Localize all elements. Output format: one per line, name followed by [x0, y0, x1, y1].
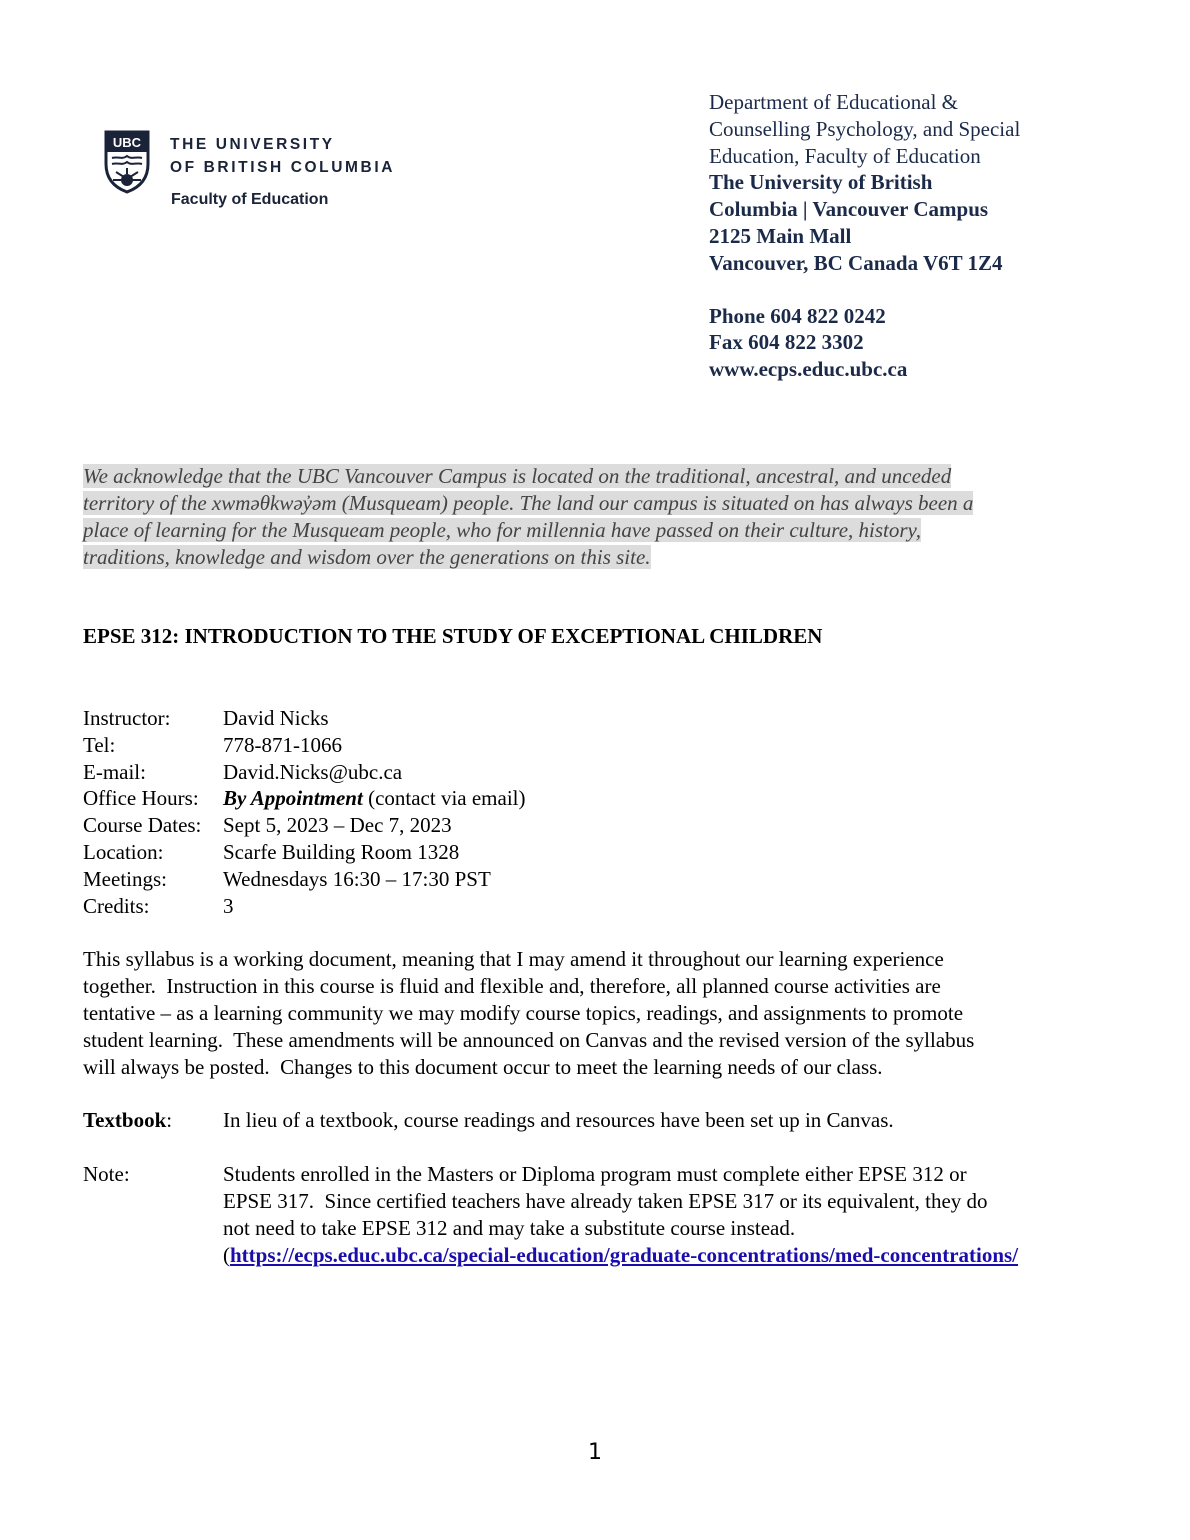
page-number: 1	[588, 1440, 602, 1465]
ack-line: We acknowledge that the UBC Vancouver Campus is located on the traditional, ancestral, and unceded	[83, 464, 952, 488]
paragraph-line: student learning. These amendments will be announced on Canvas and the revised version of the syllabus	[83, 1028, 975, 1052]
paragraph-line: together. Instruction in this course is fluid and flexible and, therefore, all planned course activities are	[83, 974, 941, 998]
ubc-shield-icon	[104, 130, 150, 194]
textbook-section	[83, 1107, 894, 1134]
textbook-text: In lieu of a textbook, course readings and resources have been set up in Canvas.	[223, 1108, 894, 1132]
info-label: Credits:	[83, 893, 150, 918]
faculty-name: Faculty of Education	[171, 191, 329, 208]
address-line: 2125 Main Mall	[709, 223, 852, 248]
info-label: Tel:	[83, 732, 116, 757]
info-label: Instructor:	[83, 706, 171, 730]
address-line: Vancouver, BC Canada V6T 1Z4	[709, 250, 1003, 275]
paragraph-line: This syllabus is a working document, meaning that I may amend it throughout our learning experience	[83, 947, 944, 971]
info-row-course-dates	[83, 812, 526, 839]
dept-line: Counselling Psychology, and Special	[709, 116, 1021, 141]
info-label: Course Dates:	[83, 813, 202, 838]
note-line: not need to take EPSE 312 and may take a substitute course instead.	[223, 1216, 796, 1240]
note-section	[83, 1161, 1113, 1269]
concentrations-link[interactable]: https://ecps.educ.ubc.ca/special-education/graduate-concentrations/med-concentrations/	[230, 1243, 1019, 1267]
email-value[interactable]: David.Nicks@ubc.ca	[223, 759, 403, 784]
info-value: David Nicks	[223, 706, 329, 730]
info-row-email	[83, 759, 526, 786]
info-value: Scarfe Building Room 1328	[223, 839, 460, 864]
ack-line: place of learning for the Musqueam people, who for millennia have passed on their culture, history,	[83, 518, 921, 542]
course-title: EPSE 312: INTRODUCTION TO THE STUDY OF EXCEPTIONAL CHILDREN	[83, 624, 823, 648]
note-label: Note:	[83, 1162, 130, 1186]
info-row-location	[83, 839, 526, 866]
paragraph-line: will always be posted. Changes to this document occur to meet the learning needs of our class.	[83, 1055, 883, 1079]
info-value: Sept 5, 2023 – Dec 7, 2023	[223, 813, 452, 838]
dept-line: Department of Educational &	[709, 90, 958, 114]
note-body: Students enrolled in the Masters or Diploma program must complete either EPSE 312 or EPSE 317. Since certified teachers have already taken EPSE 317 or its equivalent, they do not need to take EPSE 312 and may take a substitute course instead. (https://ecps.educ.ubc.ca/special-education/graduate-concentrations/med-concentrations/	[223, 1161, 1113, 1269]
ack-line: traditions, knowledge and wisdom over the generations on this site.	[83, 545, 651, 569]
fax: Fax 604 822 3302	[709, 330, 864, 355]
info-row-meetings	[83, 866, 526, 893]
phone: Phone 604 822 0242	[709, 303, 886, 328]
info-label: Location:	[83, 839, 164, 864]
address-line: The University of British	[709, 170, 933, 195]
shield-text: UBC	[112, 135, 142, 150]
info-row-credits	[83, 893, 526, 920]
syllabus-paragraph	[83, 946, 1093, 1081]
address-line: Columbia | Vancouver Campus	[709, 197, 989, 222]
paragraph-line: tentative – as a learning community we may modify course topics, readings, and assignments to promote	[83, 1001, 964, 1025]
info-value: 778-871-1066	[223, 732, 342, 757]
land-acknowledgement	[83, 463, 1093, 571]
website[interactable]: www.ecps.educ.ubc.ca	[709, 357, 908, 382]
note-line: Students enrolled in the Masters or Diploma program must complete either EPSE 312 or	[223, 1162, 967, 1186]
textbook-label: Textbook:	[83, 1108, 173, 1132]
info-value: 3	[223, 893, 234, 918]
ubc-logo	[104, 130, 424, 220]
ack-line: territory of the xwməθkwəy̓əm (Musqueam) people. The land our campus is situated on has always been a	[83, 491, 974, 515]
info-label: E-mail:	[83, 759, 146, 784]
course-info	[83, 705, 526, 919]
info-label: Meetings:	[83, 866, 167, 891]
department-address	[709, 89, 1089, 383]
note-line: EPSE 317. Since certified teachers have already taken EPSE 317 or its equivalent, they do	[223, 1189, 988, 1213]
info-value: Wednesdays 16:30 – 17:30 PST	[223, 866, 491, 891]
dept-line: Education, Faculty of Education	[709, 143, 981, 168]
info-row-tel	[83, 732, 526, 759]
info-label: Office Hours:	[83, 786, 199, 811]
university-name: THE UNIVERSITY OF BRITISH COLUMBIA	[170, 136, 396, 176]
info-value: By Appointment (contact via email)	[223, 786, 526, 811]
info-row-office-hours	[83, 785, 526, 812]
info-row-instructor	[83, 705, 526, 732]
